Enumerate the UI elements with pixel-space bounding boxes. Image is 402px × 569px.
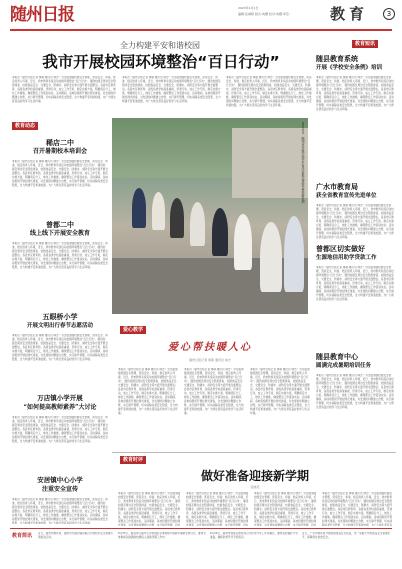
right-story1-body: 本报讯（随州日报记者 周敏 通讯员 林志）为全面加强校园安全管理，营造安全、和谐、稳定的育人环境，近日，我市教育系统启动校园环境整治“百日行动”，围绕校园及周边安全隐患排查、校园食品安全、交通安全、防溺水、消防安全等方面开展全面整治。各县市区教育局、各级各类学校高度重视，迅速行动，成立工作专班，制定实施方案，明确责任分工，细化工作措施，确保整治工作落到实处。活动期间，各地将组织开展拉网式排查，对发现的问题建立台账，实行销号管理，切实消除各类安全隐患，全力构建平安和谐校园，为广大师生营造良好的学习生活环境。 — [316, 76, 394, 111]
footer-col3: 8月26日，随州市曾都区教育局召开秋季开学工作部署会，要求各校做好开学准备，确保秋季开学平稳有序。 — [210, 532, 298, 539]
right-story3-body: 本报讯（随州日报记者 周敏 通讯员 林志）为全面加强校园安全管理，营造安全、和谐、稳定的育人环境，近日，我市教育系统启动校园环境整治“百日行动”，围绕校园及周边安全隐患排查、校园食品安全、交通安全、防溺水、消防安全等方面开展全面整治。各县市区教育局、各级各类学校高度重视，迅速行动，成立工作专班，制定实施方案，明确责任分工，细化工作措施，确保整治工作落到实处。活动期间，各地将组织开展拉网式排查，对发现的问题建立台账，实行销号管理，切实消除各类安全隐患，全力构建平安和谐校园，为广大师生营造良好的学习生活环境。 — [316, 266, 394, 301]
bottom-headline: 做好准备迎接新学期 — [200, 469, 309, 483]
left-story3-headline: 五眼桥小学 — [42, 312, 78, 321]
left-story5-sub: 注重安全宣传 — [41, 486, 78, 493]
lead-headline: 我市开展校园环境整治“百日行动” — [42, 53, 280, 71]
photo-person — [234, 214, 252, 270]
date-line: 2023年1月1日 — [238, 6, 259, 10]
photo-building — [232, 128, 308, 198]
bottom-body-col3: 本报讯（随州日报记者 周敏 通讯员 林志）为全面加强校园安全管理，营造安全、和谐、稳定的育人环境，近日，我市教育系统启动校园环境整治“百日行动”，围绕校园及周边安全隐患排查、校园食品安全、交通安全、防溺水、消防安全等方面开展全面整治。各县市区教育局、各级各类学校高度重视，迅速行动，成立工作专班，制定实施方案，明确责任分工，细化工作措施，确保整治工作落到实处。活动期间，各地将组织开展拉网式排查，对发现的问题建立台账，实行销号管理，切实 — [254, 492, 317, 526]
newspaper-logo: 随州日报 — [10, 5, 74, 25]
lead-body-col3: 本报讯（随州日报记者 周敏 通讯员 林志）为全面加强校园安全管理，营造安全、和谐、稳定的育人环境，近日，我市教育系统启动校园环境整治“百日行动”，围绕校园及周边安全隐患排查、校园食品安全、交通安全、防溺水、消防安全等方面开展全面整治。各县市区教育局、各级各类学校高度重视，迅速行动，成立工作专班，制定实施方案，明确责任分工，细化工作措施，确保整治工作落到实处。活动期间，各地将组织开展拉网式排查，对发现的问题建立台账，实行销号管理，切实消除各类安全隐患，全力构建平安和谐校园，为广大师生营造良好的学习生活环境。 — [226, 76, 312, 107]
section-title: 教育 — [330, 5, 369, 23]
bottom-section-tag: 教育时评 — [120, 456, 146, 464]
right-story4-headline: 随县教育中心 — [316, 352, 358, 361]
right-story2-headline: 广水市教育局 — [316, 182, 358, 191]
right-story4-sub: 圆满完成暑期培训任务 — [316, 363, 372, 369]
footer-rule — [10, 528, 392, 529]
left-section-tag: 教育动态 — [12, 122, 38, 130]
right-story3-headline: 曾都区切实做好 — [316, 244, 365, 253]
editor-line: 编辑:张城婷 版式:向娜 校对:向娜 审签: — [238, 12, 290, 16]
lead-body-col2: 本报讯（随州日报记者 周敏 通讯员 林志）为全面加强校园安全管理，营造安全、和谐、稳定的育人环境，近日，我市教育系统启动校园环境整治“百日行动”，围绕校园及周边安全隐患排查、校园食品安全、交通安全、防溺水、消防安全等方面开展全面整治。各县市区教育局、各级各类学校高度重视，迅速行动，成立工作专班，制定实施方案，明确责任分工，细化工作措施，确保整治工作落到实处。活动期间，各地将组织开展拉网式排查，对发现的问题建立台账，实行销号管理，切实消除各类安全隐患，全力构建平安和谐校园，为广大师生营造良好的学习生活环境。 — [122, 76, 221, 103]
left-story2-sub: 线上线下开展安全教育 — [29, 230, 90, 237]
right-story1-sub: 开展《学校安全条例》培训 — [316, 65, 383, 71]
footer-col1: 近日，随州市教育局、随州市交通运输局联合开展校车安全管理专项检查行动。 — [38, 532, 114, 539]
lead-body-col1: 本报讯（随州日报记者 周敏 通讯员 林志）为全面加强校园安全管理，营造安全、和谐、稳定的育人环境，近日，我市教育系统启动校园环境整治“百日行动”，围绕校园及周边安全隐患排查、校园食品安全、交通安全、防溺水、消防安全等方面开展全面整治。各县市区教育局、各级各类学校高度重视，迅速行动，成立工作专班，制定实施方案，明确责任分工，细化工作措施，确保整治工作落到实处。活动期间，各地将组织开展拉网式排查，对发现的问题建立台账，实行销号管理，切实消除各类安全隐患，全力构建平安和谐校园，为广大师生营造良好的学习生活环境。 — [12, 76, 116, 103]
bottom-body-col1: 本报讯（随州日报记者 周敏 通讯员 林志）为全面加强校园安全管理，营造安全、和谐、稳定的育人环境，近日，我市教育系统启动校园环境整治“百日行动”，围绕校园及周边安全隐患排查、校园食品安全、交通安全、防溺水、消防安全等方面开展全面整治。各县市区教育局、各级各类学校高度重视，迅速行动，成立工作专班，制定实施方案，明确责任分工，细化工作措施，确保整治工作落到实处。活动期间，各地将组织开展拉网式排查，对发现的问题建立台账，实行销号管理，切实 — [118, 492, 181, 526]
left-story2-body: 本报讯（随州日报记者 周敏 通讯员 林志）为全面加强校园安全管理，营造安全、和谐、稳定的育人环境，近日，我市教育系统启动校园环境整治“百日行动”，围绕校园及周边安全隐患排查、校园食品安全、交通安全、防溺水、消防安全等方面开展全面整治。各县市区教育局、各级各类学校高度重视，迅速行动，成立工作专班，制定实施方案，明确责任分工，细化工作措施，确保整治工作落到实处。活动期间，各地将组织开展拉网式排查，对发现的问题建立台账，实行销号管理，切实消除各类安全隐患，全力构建平安和谐校园，为广大师生营造良好的学习生活环境。 — [12, 242, 108, 269]
left-story1-headline: 稀店二中 — [46, 138, 74, 147]
photo-person — [212, 208, 228, 256]
right-section-tag: 教育短讯 — [352, 40, 378, 48]
left-story3-sub: 开展文明出行春节志愿活动 — [26, 323, 93, 329]
left-story4-sub: “如何提高教师素养”大讨论 — [23, 404, 97, 411]
photo-person — [132, 188, 146, 228]
left-story4-body: 本报讯（随州日报记者 周敏 通讯员 林志）为全面加强校园安全管理，营造安全、和谐、稳定的育人环境，近日，我市教育系统启动校园环境整治“百日行动”，围绕校园及周边安全隐患排查、校园食品安全、交通安全、防溺水、消防安全等方面开展全面整治。各县市区教育局、各级各类学校高度重视，迅速行动，成立工作专班，制定实施方案，明确责任分工，细化工作措施，确保整治工作落到实处。活动期间，各地将组织开展拉网式排查，对发现的问题建立台账，实行销号管理，切实消除各类安全隐患，全力构建平安和谐校园，为广大师生营造良好的学习生活环境。 — [12, 416, 108, 443]
left-story3-body: 本报讯（随州日报记者 周敏 通讯员 林志）为全面加强校园安全管理，营造安全、和谐、稳定的育人环境，近日，我市教育系统启动校园环境整治“百日行动”，围绕校园及周边安全隐患排查、校园食品安全、交通安全、防溺水、消防安全等方面开展全面整治。各县市区教育局、各级各类学校高度重视，迅速行动，成立工作专班，制定实施方案，明确责任分工，细化工作措施，确保整治工作落到实处。活动期间，各地将组织开展拉网式排查，对发现的问题建立台账，实行销号管理，切实消除各类安全隐患，全力构建平安和谐校园，为广大师生营造良好的学习生活环境。 — [12, 334, 108, 361]
middle-body-col3: 本报讯（随州日报记者 周敏 通讯员 林志）为全面加强校园安全管理，营造安全、和谐、稳定的育人环境，近日，我市教育系统启动校园环境整治“百日行动”，围绕校园及周边安全隐患排查、校园食品安全、交通安全、防溺水、消防安全等方面开展全面整治。各县市区教育局、各级各类学校高度重视，迅速行动，成立工作专班，制定实施方案，明确责任分工，细化工作措施，确保整治工作落到实处。活动期间，各地将组织开展拉网式排查，对发现的问题建立台账，实行销号管理，切实消除各类安全隐患，全力构建平安和谐校园，为广大师生营造良好的学习生活环境。 — [250, 368, 310, 415]
bottom-body-col2: 本报讯（随州日报记者 周敏 通讯员 林志）为全面加强校园安全管理，营造安全、和谐、稳定的育人环境，近日，我市教育系统启动校园环境整治“百日行动”，围绕校园及周边安全隐患排查、校园食品安全、交通安全、防溺水、消防安全等方面开展全面整治。各县市区教育局、各级各类学校高度重视，迅速行动，成立工作专班，制定实施方案，明确责任分工，细化工作措施，确保整治工作落到实处。活动期间，各地将组织开展拉网式排查，对发现的问题建立台账，实行销号管理，切实 — [186, 492, 249, 526]
left-story2-headline: 曾都二中 — [46, 220, 74, 229]
lead-kicker: 全力构建平安和谐校园 — [120, 41, 200, 50]
photo-person — [260, 222, 282, 292]
middle-byline: 随州日报记者 周敏 通讯员 林志 — [189, 358, 231, 362]
footer-tag: 教育简讯 — [12, 533, 33, 539]
lead-photo — [112, 118, 308, 314]
left-story5-body: 本报讯（随州日报记者 周敏 通讯员 林志）为全面加强校园安全管理，营造安全、和谐、稳定的育人环境，近日，我市教育系统启动校园环境整治“百日行动”，围绕校园及周边安全隐患排查、校园食品安全、交通安全、防溺水、消防安全等方面开展全面整治。各县市区教育局、各级各类学校高度重视，迅速行动，成立工作专班，制定实施方案，明确责任分工，细化工作措施，确保整治工作落到实处。活动期间，各地将组织开展拉网式排查，对发现的问题建立台账，实行销号管理，切实消除各类安全隐患，全力构建平安和谐校园，为广大师生营造良好的学习生活环境。 — [12, 498, 108, 524]
left-story4-headline: 万店镇小学开展 — [37, 394, 83, 402]
left-story1-body: 本报讯（随州日报记者 周敏 通讯员 林志）为全面加强校园安全管理，营造安全、和谐、稳定的育人环境，近日，我市教育系统启动校园环境整治“百日行动”，围绕校园及周边安全隐患排查、校园食品安全、交通安全、防溺水、消防安全等方面开展全面整治。各县市区教育局、各级各类学校高度重视，迅速行动，成立工作专班，制定实施方案，明确责任分工，细化工作措施，确保整治工作落到实处。活动期间，各地将组织开展拉网式排查，对发现的问题建立台账，实行销号管理，切实消除各类安全隐患，全力构建平安和谐校园，为广大师生营造良好的学习生活环境。 — [12, 160, 108, 187]
footer-col4: 近日，广水市教育局开展校园食品安全检查，进一步提升学校食品安全管理水平，保障师生饮食安全。 — [302, 532, 391, 539]
photo-caption: 8月24日，随州市实验学校学生有序在教学楼前开展核酸检测 — [301, 122, 305, 203]
middle-body-col1: 本报讯（随州日报记者 周敏 通讯员 林志）为全面加强校园安全管理，营造安全、和谐、稳定的育人环境，近日，我市教育系统启动校园环境整治“百日行动”，围绕校园及周边安全隐患排查、校园食品安全、交通安全、防溺水、消防安全等方面开展全面整治。各县市区教育局、各级各类学校高度重视，迅速行动，成立工作专班，制定实施方案，明确责任分工，细化工作措施，确保整治工作落到实处。活动期间，各地将组织开展拉网式排查，对发现的问题建立台账，实行销号管理，切实消除各类安全隐患，全力构建平安和谐校园，为广大师生营造良好的学习生活环境。 — [118, 368, 179, 415]
right-story1-headline: 随县教育系统 — [316, 54, 358, 63]
bottom-body-col4: 本报讯（随州日报记者 周敏 通讯员 林志）为全面加强校园安全管理，营造安全、和谐、稳定的育人环境，近日，我市教育系统启动校园环境整治“百日行动”，围绕校园及周边安全隐患排查、校园食品安全、交通安全、防溺水、消防安全等方面开展全面整治。各县市区教育局、各级各类学校高度重视，迅速行动，成立工作专班，制定实施方案，明确责任分工，细化工作措施，确保整治工作落到实处。活动期间，各地将组织开展拉网式排查，对发现的问题建立台账，实行销号管理，切实消除各类安全隐患，全力构建平安和谐校园，为广大师生营造良 — [322, 492, 393, 526]
masthead-rule — [10, 29, 392, 31]
right-story2-body: 本报讯（随州日报记者 周敏 通讯员 林志）为全面加强校园安全管理，营造安全、和谐、稳定的育人环境，近日，我市教育系统启动校园环境整治“百日行动”，围绕校园及周边安全隐患排查、校园食品安全、交通安全、防溺水、消防安全等方面开展全面整治。各县市区教育局、各级各类学校高度重视，迅速行动，成立工作专班，制定实施方案，明确责任分工，细化工作措施，确保整治工作落到实处。活动期间，各地将组织开展拉网式排查，对发现的问题建立台账，实行销号管理，切实消除各类安全隐患，全力构建平安和谐校园，为广大师生营造良好的学习生活环境。 — [316, 204, 394, 239]
right-story4-body: 本报讯（随州日报记者 周敏 通讯员 林志）为全面加强校园安全管理，营造安全、和谐、稳定的育人环境，近日，我市教育系统启动校园环境整治“百日行动”，围绕校园及周边安全隐患排查、校园食品安全、交通安全、防溺水、消防安全等方面开展全面整治。各县市区教育局、各级各类学校高度重视，迅速行动，成立工作专班，制定实施方案，明确责任分工，细化工作措施，确保整治工作落到实处。活动期间，各地将组织开展拉网式排查，对发现的问题建立台账，实行销号管理，切实消除各类安全隐患，全力构建平安和谐校园，为广大师生营造良好的学习生活环境。 — [316, 374, 394, 409]
left-story1-sub: 召开暑期校本培训会 — [32, 148, 87, 155]
footer-col2: 8月25日，随县厉山镇中心学校组织全体教师开展新学期教学研讨会，要求全体教师以饱满的热情投入到新学期工作中。 — [118, 532, 206, 539]
right-story2-sub: 获全省教育宣传先进单位 — [316, 193, 377, 199]
middle-body-col2: 本报讯（随州日报记者 周敏 通讯员 林志）为全面加强校园安全管理，营造安全、和谐、稳定的育人环境，近日，我市教育系统启动校园环境整治“百日行动”，围绕校园及周边安全隐患排查、校园食品安全、交通安全、防溺水、消防安全等方面开展全面整治。各县市区教育局、各级各类学校高度重视，迅速行动，成立工作专班，制定实施方案，明确责任分工，细化工作措施，确保整治工作落到实处。活动期间，各地将组织开展拉网式排查，对发现的问题建立台账，实行销号管理，切实消除各类安全隐患，全力构建平安和谐校园，为广大师生营造良好的学习生活环境。 — [184, 368, 245, 415]
bottom-byline: 张晓灵 — [250, 485, 260, 489]
right-story3-sub: 生源地信用助学贷款工作 — [316, 255, 377, 261]
photo-person — [170, 198, 184, 238]
photo-person — [190, 202, 205, 246]
photo-person — [152, 192, 165, 230]
page-number: 3 — [383, 8, 395, 20]
left-story5-headline: 安居镇中心小学 — [37, 476, 83, 484]
bottom-rule — [112, 452, 396, 453]
middle-section-tag: 爱心教学 — [120, 326, 146, 334]
middle-headline: 爱心帮扶暖人心 — [168, 342, 252, 353]
